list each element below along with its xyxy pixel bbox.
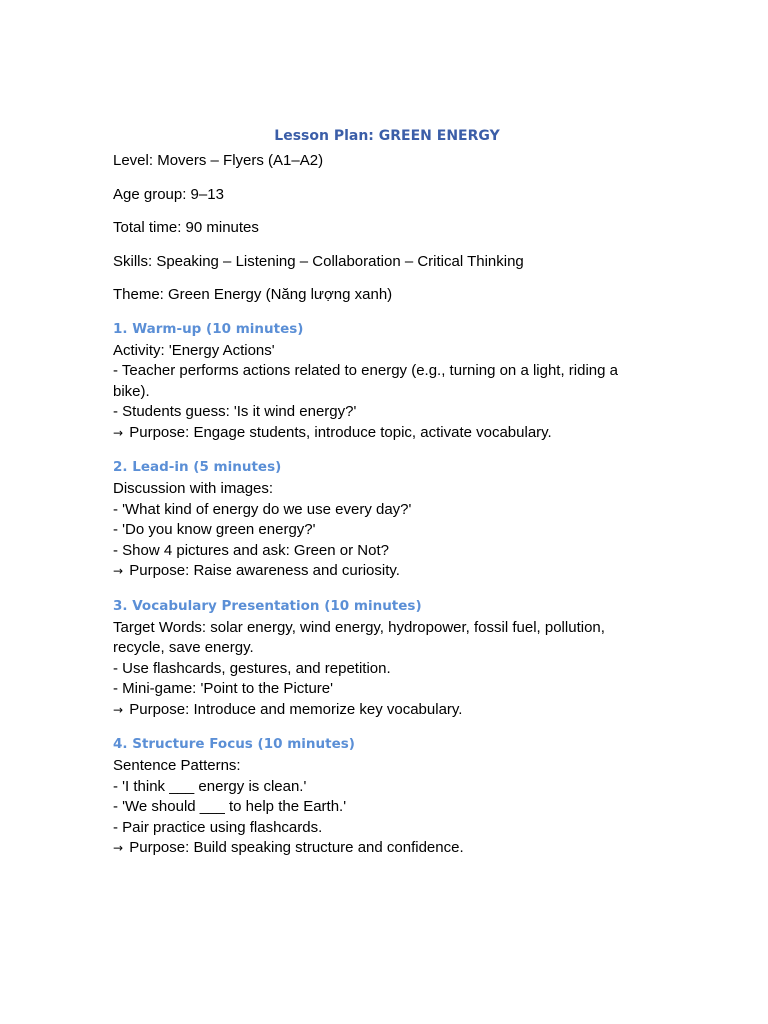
- arrow-right-icon: →: [113, 841, 124, 855]
- purpose-text: Purpose: Introduce and memorize key vocabulary.: [129, 700, 463, 718]
- section-line: - Students guess: 'Is it wind energy?': [113, 403, 357, 420]
- section-line: Sentence Patterns:: [113, 757, 241, 774]
- section-line: - 'We should ___ to help the Earth.': [113, 798, 347, 815]
- section-line: - Show 4 pictures and ask: Green or Not?: [113, 541, 389, 559]
- purpose-line: [113, 838, 653, 859]
- section-line: - Pair practice using flashcards.: [113, 818, 323, 836]
- purpose-text: Purpose: Engage students, introduce topic, activate vocabulary.: [129, 423, 552, 441]
- section-line: - 'Do you know green energy?': [113, 521, 316, 538]
- purpose-line: [113, 561, 653, 582]
- section-line: - Mini-game: 'Point to the Picture': [113, 680, 333, 697]
- document-page: [113, 125, 653, 873]
- section-heading: 2. Lead-in (5 minutes): [113, 459, 282, 475]
- section-line: Target Words: solar energy, wind energy, hydropower, fossil fuel, pollution, recycle, save energy.: [113, 618, 605, 656]
- section-heading: 3. Vocabulary Presentation (10 minutes): [113, 597, 422, 614]
- section-line: - Use flashcards, gestures, and repetition.: [113, 659, 391, 677]
- section-heading: 4. Structure Focus (10 minutes): [113, 736, 355, 752]
- skills-line: Skills: Speaking – Listening – Collaboration – Critical Thinking: [113, 252, 524, 270]
- section-heading: 1. Warm-up (10 minutes): [113, 320, 304, 337]
- section-line: Activity: 'Energy Actions': [113, 341, 275, 359]
- purpose-text: Purpose: Raise awareness and curiosity.: [129, 562, 400, 579]
- section-line: - Teacher performs actions related to energy (e.g., turning on a light, riding a bike).: [113, 362, 618, 400]
- theme-line: Theme: Green Energy (Năng lượng xanh): [113, 286, 393, 303]
- page-title: Lesson Plan: GREEN ENERGY: [274, 128, 500, 144]
- section-lead-in: [113, 457, 653, 582]
- arrow-right-icon: →: [113, 564, 124, 578]
- age-group-line: Age group: 9–13: [113, 185, 224, 203]
- total-time-line: Total time: 90 minutes: [113, 219, 259, 236]
- level-line: Level: Movers – Flyers (A1–A2): [113, 152, 324, 169]
- section-vocabulary: [113, 596, 653, 721]
- section-warm-up: [113, 319, 653, 444]
- arrow-right-icon: →: [113, 425, 124, 440]
- purpose-line: [113, 423, 653, 444]
- section-line: - 'What kind of energy do we use every day?': [113, 500, 412, 518]
- purpose-line: [113, 700, 653, 721]
- section-structure-focus: [113, 734, 653, 859]
- arrow-right-icon: →: [113, 702, 124, 717]
- purpose-text: Purpose: Build speaking structure and confidence.: [129, 839, 464, 856]
- section-line: - 'I think ___ energy is clean.': [113, 777, 307, 795]
- section-line: Discussion with images:: [113, 480, 274, 497]
